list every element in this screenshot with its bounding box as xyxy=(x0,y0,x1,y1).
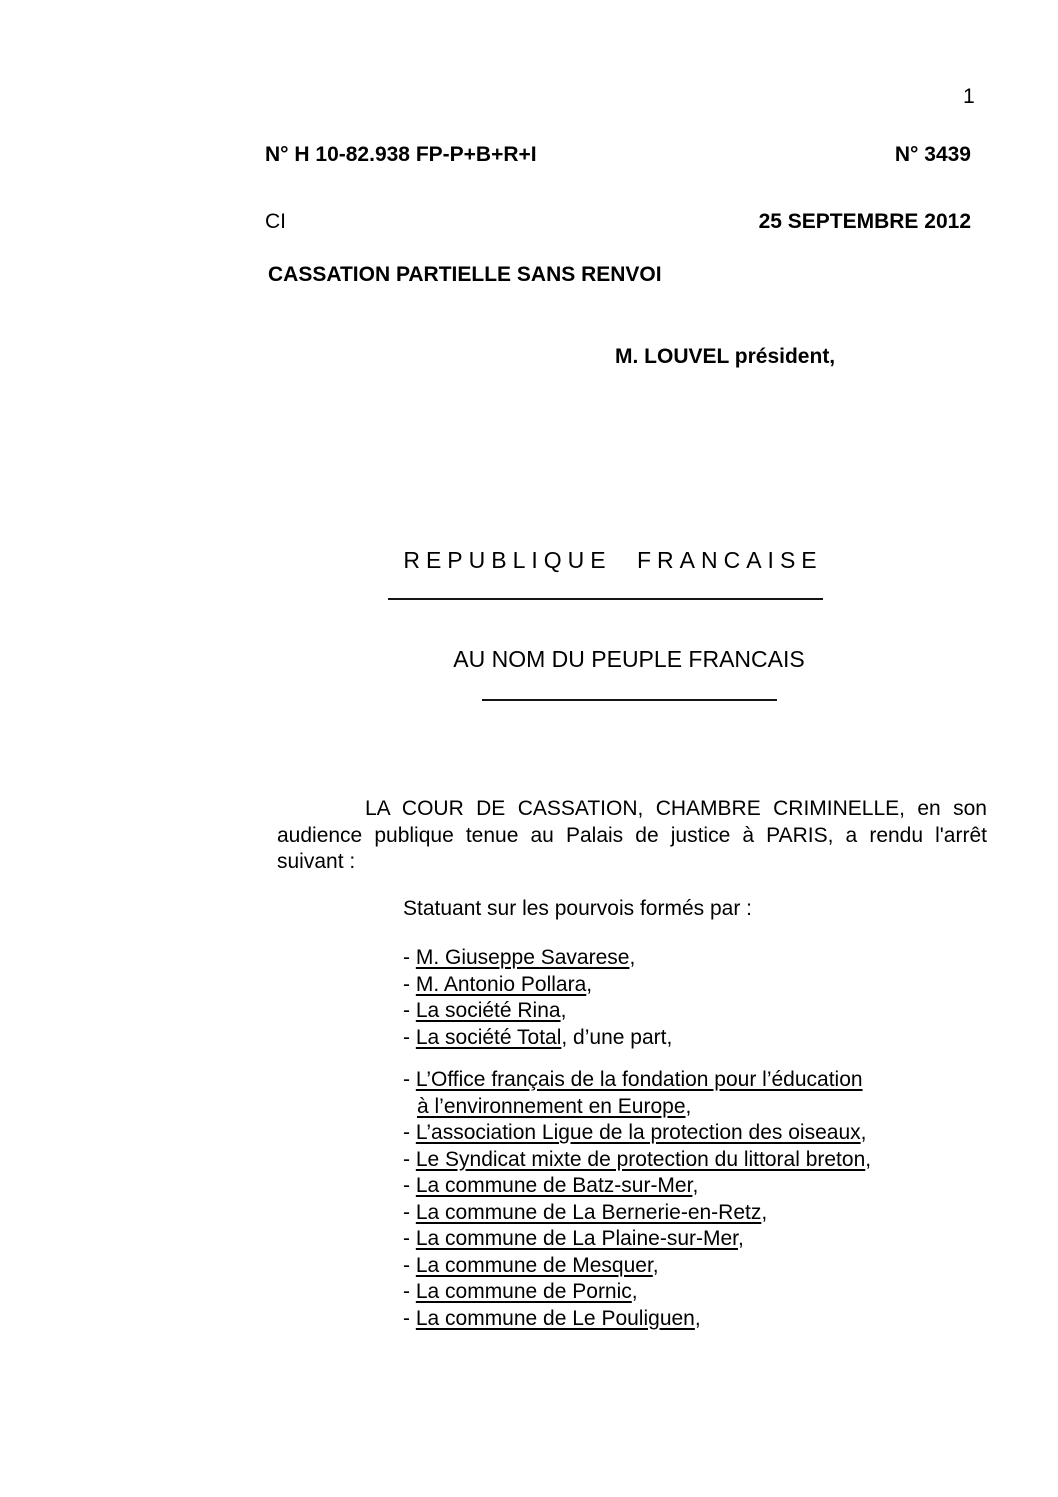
header-row-2 xyxy=(265,211,971,232)
party-name: Le Syndicat mixte de protection du littoral breton xyxy=(415,1147,866,1171)
people-divider xyxy=(482,699,777,701)
party-suffix: , xyxy=(560,999,567,1022)
statuant-line: Statuant sur les pourvois formés par : xyxy=(403,896,752,920)
party-name: M. Antonio Pollara xyxy=(415,972,587,996)
party-suffix: , xyxy=(860,1121,867,1144)
party-name: La commune de Batz-sur-Mer xyxy=(415,1174,693,1197)
party-name: La commune de Pornic xyxy=(415,1280,632,1303)
party-item: - M. Antonio Pollara, xyxy=(403,972,593,996)
party-item: - La commune de Mesquer, xyxy=(403,1253,659,1277)
party-item: - La commune de Pornic, xyxy=(403,1280,638,1303)
party-suffix: , xyxy=(631,1280,638,1303)
document-body xyxy=(277,796,987,1332)
ruling-title: CASSATION PARTIELLE SANS RENVOI xyxy=(268,263,662,286)
party-suffix: , xyxy=(586,972,593,996)
page-number: 1 xyxy=(963,85,975,108)
opening-paragraph: LA COUR DE CASSATION, CHAMBRE CRIMINELLE, en son audience publique tenue au Palais de justice à PARIS, a rendu l'arrêt suivant : xyxy=(277,797,987,873)
party-item: - La commune de La Plaine-sur-Mer, xyxy=(403,1227,744,1250)
party-suffix: , xyxy=(865,1147,872,1171)
party-name: La commune de La Bernerie-en-Retz xyxy=(415,1200,762,1224)
case-number: N° H 10-82.938 FP-P+B+R+I xyxy=(265,143,537,166)
president-line: M. LOUVEL président, xyxy=(615,345,836,368)
party-item: - La commune de Batz-sur-Mer, xyxy=(403,1174,699,1197)
parties-first-list xyxy=(403,945,987,1051)
party-item: - M. Giuseppe Savarese, xyxy=(403,946,636,969)
party-suffix: , xyxy=(738,1227,744,1250)
party-suffix: , xyxy=(694,1306,701,1330)
party-item: - La société Rina, xyxy=(403,999,567,1022)
party-item: - La commune de La Bernerie-en-Retz, xyxy=(403,1200,768,1224)
decision-number: N° 3439 xyxy=(894,143,971,166)
party-name: La commune de La Plaine-sur-Mer xyxy=(415,1227,738,1250)
party-name: La commune de Le Pouliguen xyxy=(415,1306,695,1330)
party-name: L’association Ligue de la protection des oiseaux xyxy=(415,1121,861,1144)
formation-code: CI xyxy=(265,210,286,233)
party-name: La société Total xyxy=(415,1025,562,1049)
party-suffix: , xyxy=(692,1174,699,1197)
party-item: - L’Office français de la fondation pour l’éducation à l’environnement en Europe, xyxy=(403,1068,863,1118)
republic-title: REPUBLIQUE FRANCAISE xyxy=(403,547,823,573)
party-item: - L’association Ligue de la protection des oiseaux, xyxy=(403,1121,867,1144)
header-row-1 xyxy=(265,144,971,165)
party-name: M. Giuseppe Savarese xyxy=(415,946,630,969)
parties-second-list xyxy=(403,1067,987,1332)
party-name: L’Office français de la fondation pour l’éducation à l’environnement en Europe xyxy=(415,1068,863,1118)
people-title: AU NOM DU PEUPLE FRANCAIS xyxy=(453,646,805,672)
party-suffix: , d’une part, xyxy=(561,1025,673,1049)
party-suffix: , xyxy=(761,1200,768,1224)
party-item: - La commune de Le Pouliguen, xyxy=(403,1306,701,1330)
party-suffix: , xyxy=(685,1094,692,1118)
party-name: La société Rina xyxy=(415,999,561,1022)
party-suffix: , xyxy=(652,1253,659,1277)
party-suffix: , xyxy=(629,946,636,969)
party-item: - La société Total, d’une part, xyxy=(403,1025,673,1049)
republic-divider xyxy=(388,598,823,600)
decision-date: 25 SEPTEMBRE 2012 xyxy=(758,210,971,233)
party-item: - Le Syndicat mixte de protection du littoral breton, xyxy=(403,1147,872,1171)
party-name: La commune de Mesquer xyxy=(415,1253,653,1277)
